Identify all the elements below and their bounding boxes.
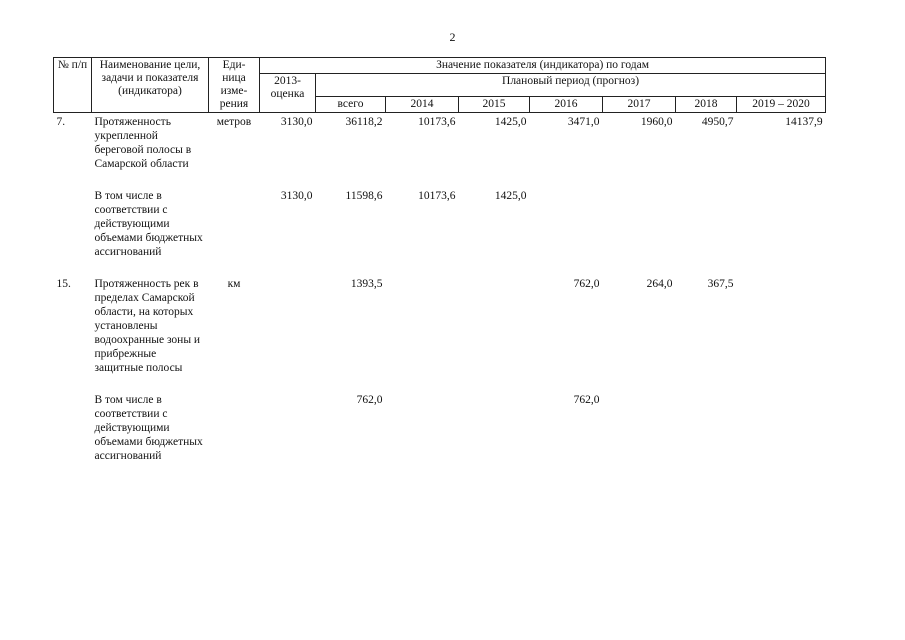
row-unit: [209, 391, 260, 465]
cell-2016: 762,0: [573, 394, 600, 406]
cell-2013: 3130,0: [280, 190, 313, 202]
header-2018: 2018: [676, 97, 737, 113]
cell-2016: 3471,0: [567, 116, 600, 128]
cell-total: 762,0: [356, 394, 383, 406]
cell-2015: [459, 391, 530, 465]
header-name: Наименование цели, задачи и показателя (индикатора): [92, 58, 209, 113]
row-name: Протяженность укрепленной береговой полосы в Самарской области: [94, 116, 192, 170]
cell-2015: [459, 275, 530, 377]
cell-2019-2020: [737, 391, 826, 465]
header-2019-2020: 2019 – 2020: [737, 97, 826, 113]
cell-2016: 762,0: [573, 278, 600, 290]
row-unit: метров: [216, 116, 252, 128]
row-no: [54, 187, 92, 261]
cell-2018: [676, 391, 737, 465]
header-values-by-year: Значение показателя (индикатора) по годам: [260, 58, 826, 74]
header-unit: Еди-ница изме-рения: [209, 58, 260, 113]
table-row: [54, 391, 826, 465]
table-row: [54, 275, 826, 377]
cell-2017: [603, 391, 676, 465]
header-planned-period: Плановый период (прогноз): [316, 74, 826, 97]
row-no: 15.: [56, 278, 71, 290]
table-row: [54, 113, 826, 174]
cell-2018: 367,5: [707, 278, 734, 290]
cell-2017: 1960,0: [640, 116, 673, 128]
indicators-table: [53, 57, 826, 465]
cell-2017: 264,0: [646, 278, 673, 290]
cell-total: 11598,6: [345, 190, 383, 202]
cell-2014: [386, 391, 459, 465]
header-no: № п/п: [54, 58, 92, 113]
row-no: [54, 391, 92, 465]
cell-2019-2020: 14137,9: [785, 116, 823, 128]
header-2014: 2014: [386, 97, 459, 113]
cell-2014: 10173,6: [418, 190, 456, 202]
cell-total: 1393,5: [350, 278, 383, 290]
cell-2013: [260, 391, 316, 465]
row-unit: км: [227, 278, 241, 290]
cell-2019-2020: [737, 187, 826, 261]
page-number: 2: [449, 30, 456, 44]
header-2015: 2015: [459, 97, 530, 113]
header-estimate-2013: 2013-оценка: [260, 74, 316, 113]
cell-2017: [603, 187, 676, 261]
table-row: [54, 187, 826, 261]
header-2016: 2016: [530, 97, 603, 113]
cell-2019-2020: [737, 275, 826, 377]
header-total: всего: [316, 97, 386, 113]
cell-2014: 10173,6: [418, 116, 456, 128]
row-name: Протяженность рек в пределах Самарской области, на которых установлены водоохранные зоны и прибрежные защитные полосы: [94, 278, 201, 374]
row-name: В том числе в соответствии с действующими объемами бюджетных ассигнований: [94, 190, 203, 258]
cell-2018: 4950,7: [701, 116, 734, 128]
header-2017: 2017: [603, 97, 676, 113]
cell-2015: 1425,0: [494, 190, 527, 202]
cell-2018: [676, 187, 737, 261]
cell-2013: [260, 275, 316, 377]
cell-2016: [530, 187, 603, 261]
row-no: 7.: [56, 116, 66, 128]
cell-2015: 1425,0: [494, 116, 527, 128]
row-unit: [209, 187, 260, 261]
cell-2014: [386, 275, 459, 377]
cell-total: 36118,2: [345, 116, 383, 128]
row-name: В том числе в соответствии с действующими объемами бюджетных ассигнований: [94, 394, 203, 462]
cell-2013: 3130,0: [280, 116, 313, 128]
